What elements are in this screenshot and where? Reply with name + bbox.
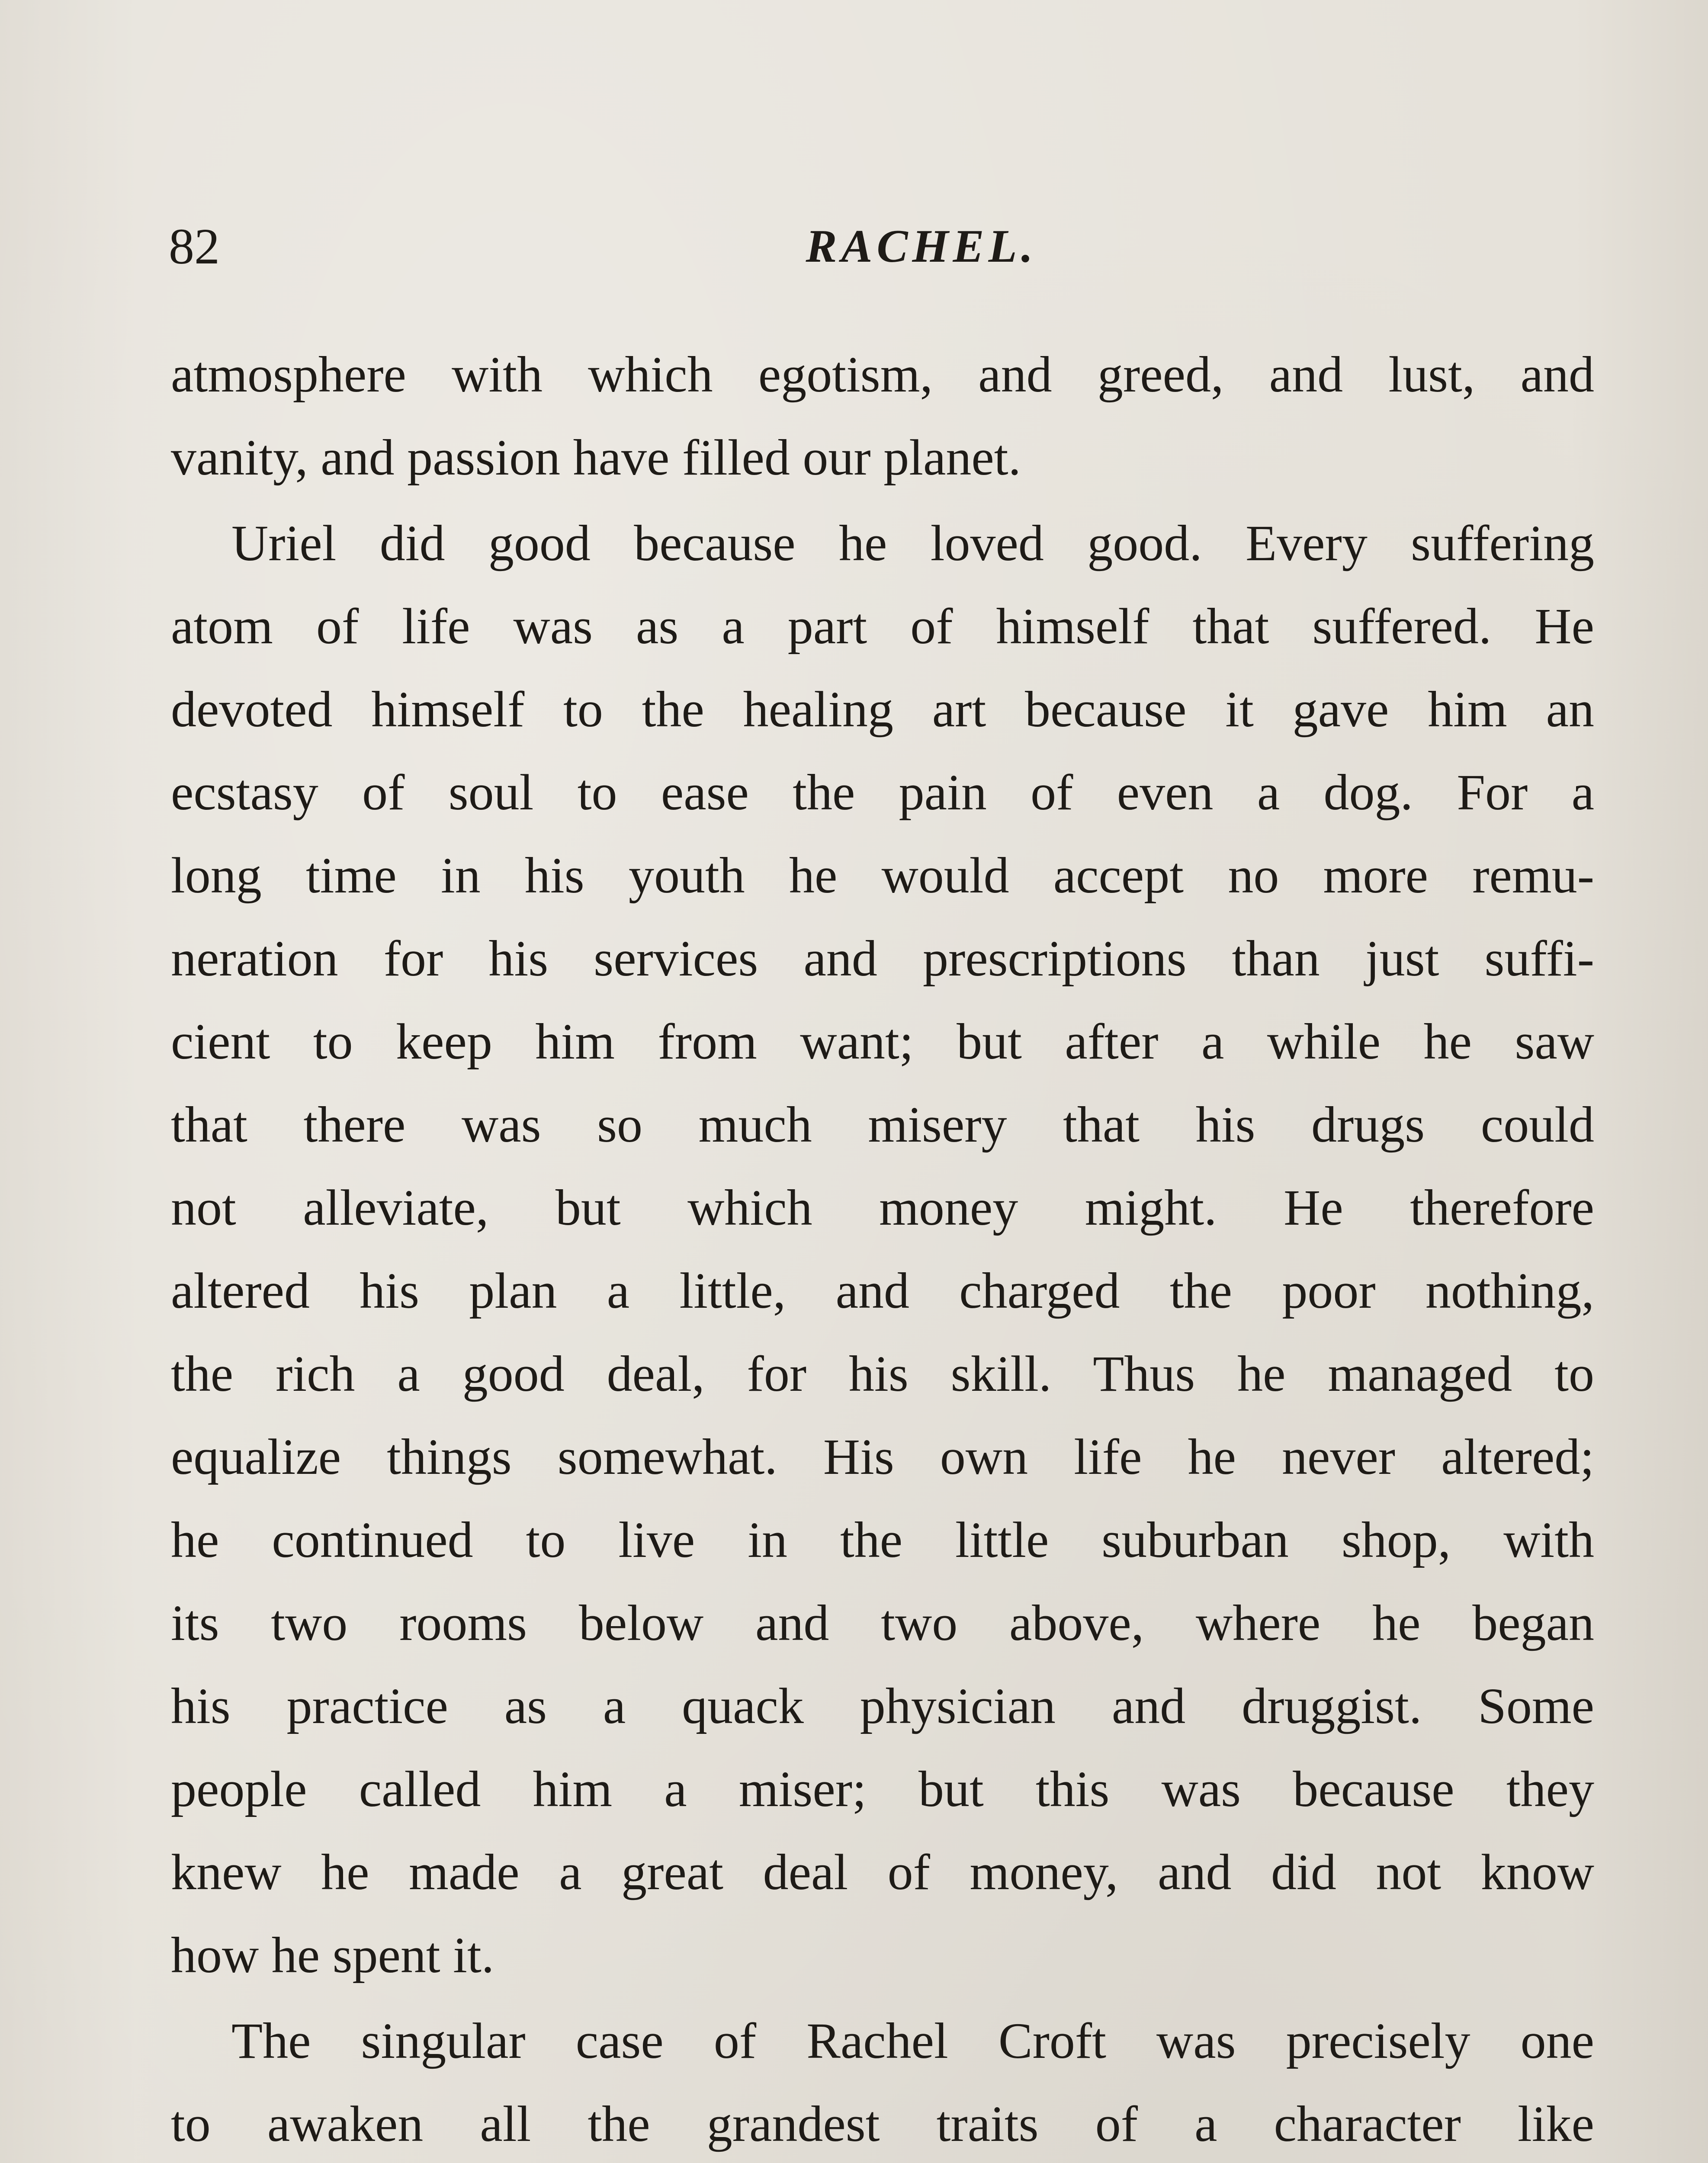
text-line: cient to keep him from want; but after a while he saw bbox=[171, 1013, 1594, 1070]
page-number: 82 bbox=[169, 218, 220, 275]
paragraph bbox=[171, 1999, 1594, 2163]
text-line: to awaken all the grandest traits of a character like bbox=[171, 2096, 1594, 2152]
text-line: ecstasy of soul to ease the pain of even a dog. For a bbox=[171, 764, 1594, 821]
text-line: its two rooms below and two above, where he began bbox=[171, 1595, 1594, 1651]
text-line: people called him a miser; but this was because they bbox=[171, 1761, 1594, 1817]
text-line: The singular case of Rachel Croft was precisely one bbox=[231, 2012, 1594, 2069]
text-line: how he spent it. bbox=[171, 1927, 494, 1983]
text-line: atom of life was as a part of himself that suffered. He bbox=[171, 598, 1594, 655]
text-line: Uriel did good because he loved good. Every suffering bbox=[231, 515, 1594, 571]
text-line: vanity, and passion have filled our planet. bbox=[171, 429, 1021, 486]
body-text bbox=[171, 333, 1594, 2163]
text-line: he continued to live in the little suburban shop, with bbox=[171, 1512, 1594, 1568]
text-line: his practice as a quack physician and druggist. Some bbox=[171, 1678, 1594, 1734]
running-head: RACHEL. bbox=[806, 221, 1037, 272]
paragraph bbox=[171, 502, 1594, 1997]
text-line: equalize things somewhat. His own life he never altered; bbox=[171, 1428, 1594, 1485]
paragraph bbox=[171, 333, 1594, 499]
text-line: knew he made a great deal of money, and did not know bbox=[171, 1844, 1594, 1900]
text-line: devoted himself to the healing art because it gave him an bbox=[171, 681, 1594, 738]
text-line: that there was so much misery that his drugs could bbox=[171, 1096, 1594, 1153]
text-line: the rich a good deal, for his skill. Thus he managed to bbox=[171, 1345, 1594, 1402]
text-line: atmosphere with which egotism, and greed, and lust, and bbox=[171, 346, 1594, 403]
text-line: long time in his youth he would accept no more remu- bbox=[171, 847, 1594, 904]
text-line: altered his plan a little, and charged the poor nothing, bbox=[171, 1262, 1594, 1319]
text-line: not alleviate, but which money might. He therefore bbox=[171, 1179, 1594, 1236]
page-header bbox=[169, 212, 1596, 290]
text-line: neration for his services and prescriptions than just suffi- bbox=[171, 930, 1594, 987]
